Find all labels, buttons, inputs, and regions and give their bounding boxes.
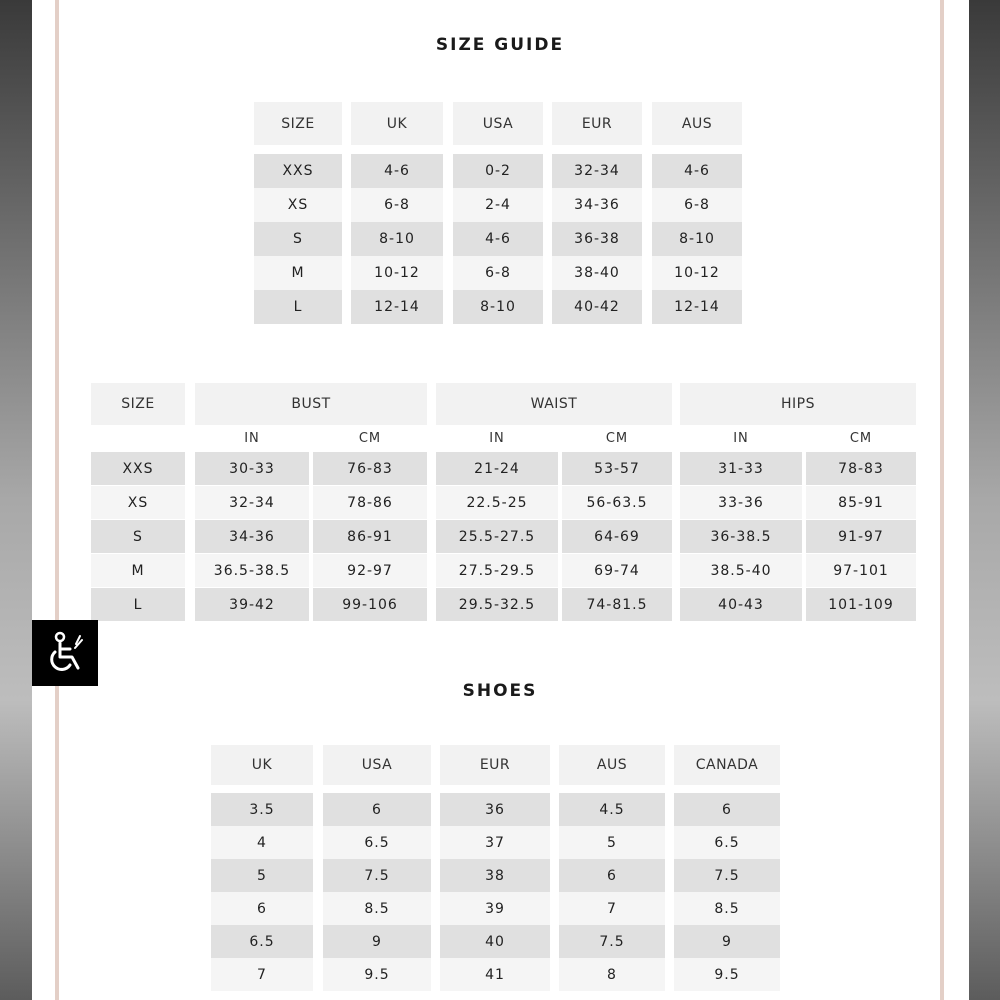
shoe-size-cell: 4.5 <box>559 793 665 826</box>
measurement-cell: S <box>91 520 185 553</box>
measurement-cell: 92-97 <box>313 554 427 587</box>
measurement-cell: 69-74 <box>562 554 672 587</box>
conversion-cell: 10-12 <box>351 256 443 290</box>
conversion-cell: 40-42 <box>552 290 642 324</box>
measurement-cell: XS <box>91 486 185 519</box>
conversion-cell: 8-10 <box>652 222 742 256</box>
measurement-cell: 34-36 <box>195 520 309 553</box>
conversion-header-cell: USA <box>453 102 543 145</box>
shoe-size-cell: 6 <box>674 793 780 826</box>
shoe-header-cell: EUR <box>440 745 550 785</box>
right-border-rule <box>940 0 944 1000</box>
conversion-cell: 12-14 <box>351 290 443 324</box>
measurement-header-cell: WAIST <box>436 383 672 425</box>
conversion-cell: 38-40 <box>552 256 642 290</box>
measurement-header-cell: SIZE <box>91 383 185 425</box>
measurement-cell: 74-81.5 <box>562 588 672 621</box>
conversion-cell: 12-14 <box>652 290 742 324</box>
shoe-header-cell: UK <box>211 745 313 785</box>
measurement-cell: 30-33 <box>195 452 309 485</box>
measurement-cell: 27.5-29.5 <box>436 554 558 587</box>
shoe-size-cell: 7.5 <box>674 859 780 892</box>
shoe-size-cell: 6 <box>211 892 313 925</box>
shoe-size-cell: 8.5 <box>674 892 780 925</box>
unit-label: CM <box>358 430 382 446</box>
shoe-size-cell: 9 <box>323 925 431 958</box>
measurement-cell: 53-57 <box>562 452 672 485</box>
measurement-cell: 25.5-27.5 <box>436 520 558 553</box>
conversion-cell: 2-4 <box>453 188 543 222</box>
measurement-cell: M <box>91 554 185 587</box>
conversion-header-cell: EUR <box>552 102 642 145</box>
unit-label: CM <box>605 430 629 446</box>
shoe-size-cell: 7 <box>211 958 313 991</box>
shoe-header-cell: AUS <box>559 745 665 785</box>
measurement-cell: 22.5-25 <box>436 486 558 519</box>
shoe-size-cell: 9.5 <box>674 958 780 991</box>
shoes-title: SHOES <box>462 681 538 701</box>
shoe-size-cell: 5 <box>211 859 313 892</box>
measurement-cell: 85-91 <box>806 486 916 519</box>
measurement-cell: 31-33 <box>680 452 802 485</box>
measurement-cell: 101-109 <box>806 588 916 621</box>
shoe-size-cell: 41 <box>440 958 550 991</box>
conversion-header-cell: AUS <box>652 102 742 145</box>
conversion-cell: 34-36 <box>552 188 642 222</box>
shoe-header-cell: USA <box>323 745 431 785</box>
conversion-cell: 36-38 <box>552 222 642 256</box>
conversion-cell: S <box>254 222 342 256</box>
shoe-size-cell: 8 <box>559 958 665 991</box>
conversion-cell: 32-34 <box>552 154 642 188</box>
conversion-cell: 10-12 <box>652 256 742 290</box>
measurement-cell: 99-106 <box>313 588 427 621</box>
shoe-size-cell: 39 <box>440 892 550 925</box>
measurement-cell: 33-36 <box>680 486 802 519</box>
conversion-cell: XXS <box>254 154 342 188</box>
unit-label: CM <box>849 430 873 446</box>
shoe-size-cell: 6.5 <box>211 925 313 958</box>
measurement-cell: 36.5-38.5 <box>195 554 309 587</box>
conversion-cell: 4-6 <box>453 222 543 256</box>
measurement-cell: 91-97 <box>806 520 916 553</box>
measurement-cell: 76-83 <box>313 452 427 485</box>
shoe-size-cell: 6 <box>559 859 665 892</box>
measurement-cell: 38.5-40 <box>680 554 802 587</box>
measurement-cell: 32-34 <box>195 486 309 519</box>
conversion-cell: 6-8 <box>652 188 742 222</box>
measurement-header-cell: HIPS <box>680 383 916 425</box>
measurement-cell: 56-63.5 <box>562 486 672 519</box>
conversion-header-cell: SIZE <box>254 102 342 145</box>
shoe-size-cell: 7.5 <box>559 925 665 958</box>
measurement-cell: 36-38.5 <box>680 520 802 553</box>
shoe-header-cell: CANADA <box>674 745 780 785</box>
shoe-size-cell: 38 <box>440 859 550 892</box>
size-guide-title: SIZE GUIDE <box>435 35 565 55</box>
shoe-size-cell: 6.5 <box>674 826 780 859</box>
measurement-cell: 40-43 <box>680 588 802 621</box>
shoe-size-cell: 7.5 <box>323 859 431 892</box>
unit-label: IN <box>244 430 260 446</box>
conversion-cell: 6-8 <box>351 188 443 222</box>
shoe-size-cell: 7 <box>559 892 665 925</box>
measurement-cell: 64-69 <box>562 520 672 553</box>
measurement-cell: 39-42 <box>195 588 309 621</box>
left-border-rule <box>55 0 59 1000</box>
shoe-size-cell: 9 <box>674 925 780 958</box>
unit-label: IN <box>733 430 749 446</box>
shoe-size-cell: 5 <box>559 826 665 859</box>
conversion-cell: M <box>254 256 342 290</box>
shoe-size-cell: 6 <box>323 793 431 826</box>
measurement-cell: 78-86 <box>313 486 427 519</box>
wheelchair-icon <box>42 630 88 676</box>
measurement-cell: 21-24 <box>436 452 558 485</box>
shoe-size-cell: 4 <box>211 826 313 859</box>
conversion-cell: 4-6 <box>652 154 742 188</box>
conversion-cell: 0-2 <box>453 154 543 188</box>
measurement-cell: 78-83 <box>806 452 916 485</box>
shoe-size-cell: 36 <box>440 793 550 826</box>
measurement-cell: 97-101 <box>806 554 916 587</box>
conversion-cell: 4-6 <box>351 154 443 188</box>
shoe-size-cell: 8.5 <box>323 892 431 925</box>
shoe-size-cell: 9.5 <box>323 958 431 991</box>
conversion-cell: 6-8 <box>453 256 543 290</box>
shoe-size-cell: 3.5 <box>211 793 313 826</box>
shoe-size-cell: 37 <box>440 826 550 859</box>
conversion-cell: L <box>254 290 342 324</box>
shoe-size-cell: 6.5 <box>323 826 431 859</box>
unit-label: IN <box>489 430 505 446</box>
conversion-cell: 8-10 <box>453 290 543 324</box>
measurement-header-cell: BUST <box>195 383 427 425</box>
measurement-cell: 29.5-32.5 <box>436 588 558 621</box>
conversion-header-cell: UK <box>351 102 443 145</box>
measurement-cell: L <box>91 588 185 621</box>
conversion-cell: XS <box>254 188 342 222</box>
shoe-size-cell: 40 <box>440 925 550 958</box>
measurement-cell: 86-91 <box>313 520 427 553</box>
conversion-cell: 8-10 <box>351 222 443 256</box>
accessibility-button[interactable] <box>32 620 98 686</box>
measurement-cell: XXS <box>91 452 185 485</box>
